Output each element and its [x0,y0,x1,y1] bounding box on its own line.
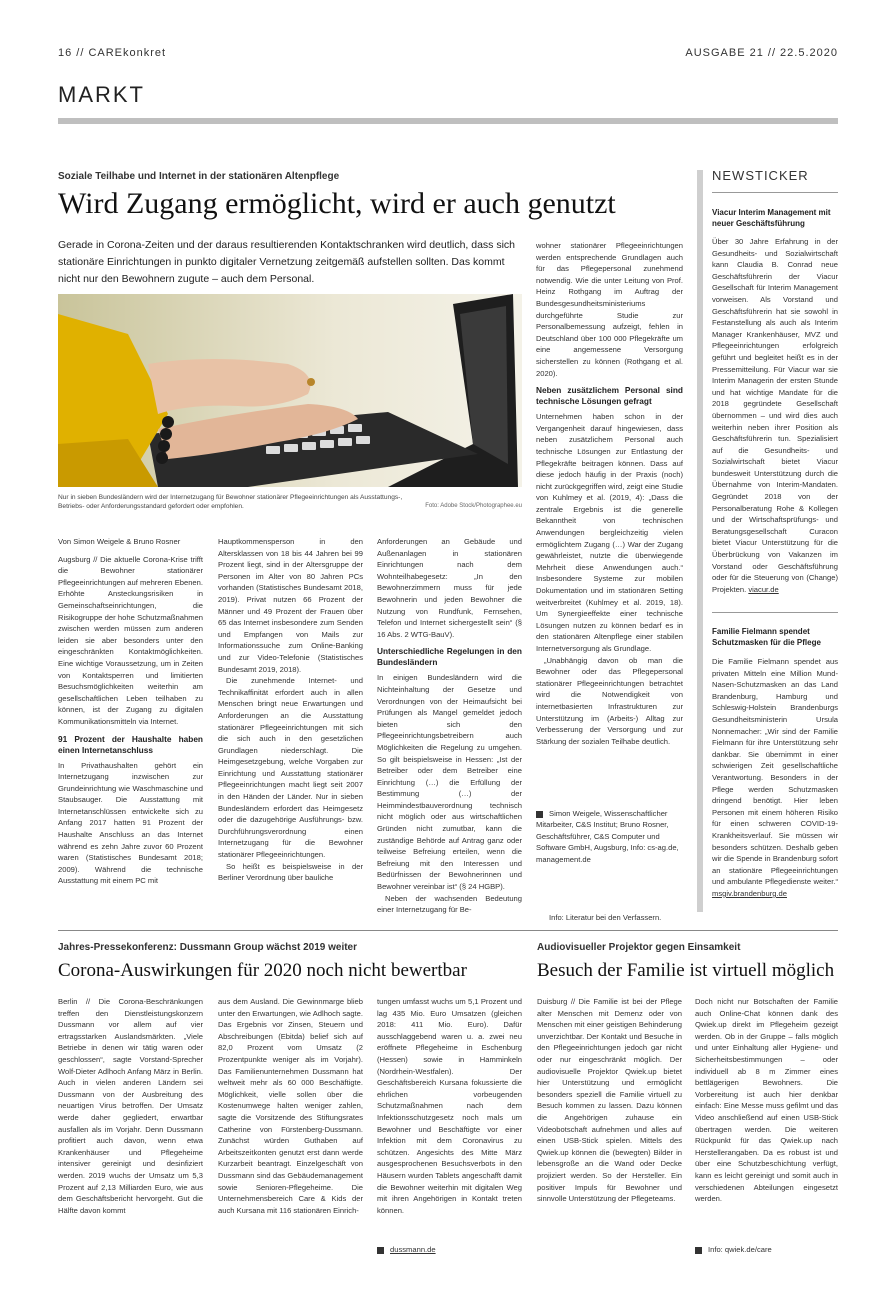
article-photo [58,294,522,487]
paragraph: „Unabhängig davon ob man die Bewohner oder das Pflegepersonal stationärer Pflegeeinrichtungen betrachtet wird die Notwendigkeit von internetbasierten Infrastrukturen zur Unterstützung im (Arbeits-) Alltag zur Verbesserung der Versorgung und zur Stärkung der sozialen Teilhabe deutlich. [536,655,683,746]
author-info [536,808,683,865]
photo-caption: Nur in sieben Bundesländern wird der Internetzugang für Bewohner stationärer Pflegeeinrichtungen als Ausstattungs-, Betriebs- oder Anforderungsstandard gefordert oder empfohlen. [58,494,403,510]
newsticker-bar [697,170,703,912]
issue-date: AUSGABE 21 // 22.5.2020 [685,47,838,59]
paragraph: Anforderungen an Gebäude und Außenanlagen in stationären Einrichtungen nach dem Wohnteilhabegesetz: „In den Bewohnerzimmern muss für jede Bewohnerin und jeden Bewohner die Nutzung von Rundfunk, Fernsehen, Telefon und Internet sichergestellt sein“ (§ 16 Abs. 2 WTG-BauV). [377,537,522,639]
article-column-1: Duisburg // Die Familie ist bei der Pflege alter Menschen mit Demenz oder von Menschen mit einer geistigen Behinderung unverzichtbar. Der Kontakt und Besuche in den Pflegeeinrichtungen jedoch gar nicht oder nur eingeschränkt möglich. Der audiovisuelle Projektor Qwiek.up bietet hier Unterstützung und ermöglicht besonders speziell die Familie virtuell zu Besuch kommen zu lassen. Dazu können die Angehörigen zuhause ein Videobotschaft aufnehmen und alles auf einen USB-Stick spielen. Mittels des Qwiek.up können die (bewegten) Bilder in lebensgroße an die Wand oder Decke projiziert werden. So der Hersteller. Ein positiver Impuls für Bewohner und sinnvolle Unterstützung der Pflegeteams. [537,997,682,1204]
paragraph: In Privathaushalten gehört ein Internetzugang inzwischen zur Grundeinrichtung wie Waschmaschine und Staubsauger. Die Ausstattung mit Internetanschlüssen entwickelte sich zu Anfang 2017 hatten 91 Prozent der Haushalte Anschluss an das Internet während es zehn Jahre zuvor 60 Prozent waren (Statistisches Bundesamt 2018; 2009). Während die technische Ausstattung mit einem PC mit [58,760,203,886]
news-item-heading: Viacur Interim Management mit neuer Geschäftsführung [712,208,831,228]
link-text[interactable]: Info: qwiek.de/care [708,1245,772,1254]
news-item-text: Über 30 Jahre Erfahrung in der Gesundheits- und Sozialwirtschaft kann Claudia B. Conrad neue Geschäftsführerin der Viacur Gesellschaft für Interim Management vorweisen. Als Vorstand und Geschäftsführerin hat sie sowohl in Festanstellung als auch als Interim Manager Krankenhäuser, MVZ und Pflegeeinrichtungen erfolgreich geführt und begleitet heißt es in der Pressemitteilung. Für Viacur war sie Interim Managerin der ersten Stunde und hat wichtige Mandate für die 2018 gegründete Gesellschaft übernommen – und wird dies auch weiterhin neben ihrer Position als Geschäftsführerin tun. Spezialisiert auf die Gesundheits- und Sozialwirtschaft bietet Viacur bundesweit Unterstützung durch die Übernahme von Interim-Mandaten. Gegründet 2018 von der Personalberatung Rohe & Kollegen und der Wirtschaftsprüfungs- und Beratungsgesellschaft Curacon bietet Viacur Unterstützung für die Überbrückung von Vakanzen im Vorstand oder Geschäftsführung oder für die Steuerung von (Change) Projekten. [712,237,838,594]
bullet-square-icon [536,811,543,818]
paragraph: tungen umfasst wuchs um 5,1 Prozent und lag 435 Mio. Euro Umsatzen (gleichen 2018: 411 Mio. Euro). Dafür ausschlaggebend waren u. a. zwei neu eröffnete Pflegeheime in Eschenburg (Hessen) sowie in Hamminkeln (Nordrhein-Westfalen). Der Geschäftsbereich Kursana fokussierte die ehrlichen vorbeugenden Schutzmaßnahmen nach dem Infektionsschutzgesetz noch mals um Bewohner und Beschäftigte vor einer Infektion mit dem Coronavirus zu schützen. Angesichts des Mitte März ausgesprochenen Besuchsverbots in den Häusern wurden Tablets angeschafft damit die Bewohner weiterhin mit digitalen Weg mit ihren Angehörigen in Kontakt treten können. [377,997,522,1215]
article-headline: Corona-Auswirkungen für 2020 noch nicht bewertbar [58,960,467,981]
section-separator [58,930,838,931]
laptop-hands-image [58,294,522,487]
article-kicker: Soziale Teilhabe und Internet in der stationären Altenpflege [58,171,340,182]
article-kicker: Jahres-Pressekonferenz: Dussmann Group wächst 2019 weiter [58,942,358,953]
article-column-2: Doch nicht nur Botschaften der Familie auch Online-Chat können dank des Qwiek.up direkt im Pflegeheim gezeigt werden. Ob in der Gruppe – falls möglich und unter Einhaltung aller Hygiene- und Sicherheitsbestimmungen – oder individuell ab 8 m Zimmer eines bettlägerigen Bewohners. Die Vorbereitung ist auch hier denkbar einfach: Eine Messe muss gefilmt und das Video anschließend auf einen USB-Stick übertragen werden. Die weiteren Rückpunkt für das Qwiek.up nach Herstellerangaben. Da es robust ist und über eine Schutzbeschichtung verfügt, kann es leicht gereinigt und somit auch in verschiedenen Abteilungen eingesetzt werden. [695,997,838,1204]
subheading: Neben zusätzlichem Personal sind technische Lösungen gefragt [536,385,683,407]
byline: Von Simon Weigele & Bruno Rosner [58,537,181,546]
article-headline: Besuch der Familie ist virtuell möglich [537,960,835,981]
photo-credit: Foto: Adobe Stock/Photographee.eu [425,503,522,509]
paragraph: Unternehmen haben schon in der Vergangenheit darauf hingewiesen, dass neben zusätzlichem Personal auch technische Lösungen zur Entlastung der Pflegekräfte beitragen können. Dass auf diese jedoch häufig in der Praxis (noch) nicht zurückgegriffen wird, zeigt eine Studie von Kuhlmey et al. (2019, 4): „Dass die zentrale Ergebnis ist die generelle Bekanntheit von technischen Anwendungen bergleichzeitig vielen ermöglichtem Zugang (…) War der Zugang gewährleistet, nutzte die überwiegende Mehrheit diese Anwendungen auch.“ Insbesondere Systeme zur mobilen Dokumentation und im stationären Setting weitverbreitet (Kuhlmey et al. 2019, 18). Um Synergieeffekte einer technische Lösungen nutzen zu können bedarf es in den stationären Altenpflege einer stabilen Internetversorgung als Grundlage. [536,412,683,653]
paragraph: Die zunehmende Internet- und Technikaffinität erfordert auch in allen Menschen bringt neue Erwartungen und Anforderungen an die Ausstattung stationärer Pflegeeinrichtungen mit sich die sich auch in den gesetzlichen Grundlagen niederschlagt. Die Heimgesetzgebung, welche Vorgaben zur Einrichtung und Ausstattung stationärer Pflegeeinrichtungen macht liegt seit 2007 in den Händen der Länder. Nur in sieben Bundesländern erfordert das Heimgesetz oder die dazugehörige Ausführungs- bzw. Durchführungsverordnung einen Internetzugang für die Bewohner stationärer Pflegeeinrichtungen. [218,676,363,860]
literature-note: Info: Literatur bei den Verfassern. [549,913,662,922]
news-item-heading: Familie Fielmann spendet Schutzmasken für die Pflege [712,627,821,647]
article-kicker: Audiovisueller Projektor gegen Einsamkeit [537,942,741,953]
article-column-3 [377,996,522,1258]
news-item-body [712,656,838,914]
link-text[interactable]: dussmann.de [390,1245,436,1254]
news-item-text: Die Familie Fielmann spendet aus privaten Mitteln eine Million Mund-Nasen-Schutzmasken an das Land Brandenburg, Hamburg und Schleswig-Holstein Brandenburgs Gesundheitsministerin Ursula Nonnemacher: „Wir sind der Familie Fielmann für ihre Unterstützung sehr dankbar. Sie übernimmt in einer schwierigen Zeit gesellschaftliche Verantwortung. Besonders in der Pflege werden Schutzmasken dringend benötigt. Hier leben Personen mit einem höheren Risiko für einen schweren COVID-19-Krankheitsverlauf. Sie müssen wir besonders schützen. Deshalb geben wir die Spende in Brandenburg sofort an stationäre Pflegeeinrichtungen und ambulante Pflegedienste weiter.“ [712,657,838,887]
paragraph: Hauptkommensperson in den Altersklassen von 18 bis 44 Jahren bei 99 Prozent liegt, sind in der Altersgruppe der Personen im Alter von 80 Jahren PCs vorhanden (Statistisches Bundesamt 2018, 2019). Privat nutzen 66 Prozent der Männer und 49 Prozent der Frauen über 65 das Internet insbesondere zum Senden und Empfangen von Mails zur Informationssuche zum Online-Banking und zur Video-Telefonie (Statistisches Bundesamt 2019, 2018). [218,537,363,674]
article-headline: Wird Zugang ermöglicht, wird er auch genutzt [58,187,616,220]
article-lead: Gerade in Corona-Zeiten und der daraus resultierenden Kontaktschranken wird deutlich, dass sich stationäre Einrichtungen in punkto digitaler Vernetzung zeitgemäß aufstellen sollten. Das kommt nicht nur den Bewohnern zugute – auch dem Personal. [58,239,516,285]
article-column-4 [536,240,683,800]
paragraph: In einigen Bundesländern wird die Nichteinhaltung der Gesetze und Verordnungen von der Heimaufsicht bei Prüfungen als Mangel gemeldet jedoch bieten sich den Pflegeeinrichtungsbetreibern auch Möglichkeiten die Regelung zu umgehen. So gilt beispielsweise in Hessen: „Ist der Betreiber oder dem Betreiber eine Einrichtung (…) die Erfüllung der Bestimmung (…) der Heimmindestbauverordnung technisch nicht möglich oder aus wirtschaftlichen Gründen nicht zumutbar, kann die zuständige Behörde auf Antrag ganz oder teilweise Befreiung erteilen, wenn die Befreiung mit den Interessen und Bedürfnissen der Bewohnerinnen und Bewohner vereinbar ist“ (§ 24 HGBP). [377,673,522,892]
article-column-1: Berlin // Die Corona-Beschränkungen treffen den Dienstleistungskonzern Dussmann vor allem auf vier ertragsstarken Auslandsmärkten. „Viele Betriebe in denen wir tätig waren oder geschlossen“, sagte Vorstand-Sprecher Wolf-Dieter Adlhoch Anfang März in Berlin. Auch in vielen anderen Ländern sei Dussmann von der Ausbreitung des neuartigen Virus betroffen. Der Umsatz werde daher gegliedert, erwartbar ausfallen als im Vorjahr. Denn Dussmann profitiert auch davon, wenn etwa Krankenhäuser und Pflegeheime intensiver gereinigt und desinfiziert werden. 2019 wuchs der Umsatz um 5,3 Prozent auf 2,13 Milliarden Euro, wie aus dem Geschäftsbericht hervorgeht. Gut die Hälfte davon kommt [58,997,203,1215]
paragraph: Augsburg // Die aktuelle Corona-Krise trifft die Bewohner stationärer Pflegeeinrichtungen auf mehreren Ebenen. Erhöhte Ansteckungsrisiken in Gemeinschaftseinrichtungen, die Risikogruppe der hohe Schutzmaßnahmen zwischen werden müssen zum anderen leiden sie aber besonders unter den eingeschränkten Kontaktmöglichkeiten. Eine wichtige Voraussetzung, um in Zeiten von Kontaktsperren und limitierten Besuchsmöglichkeiten weiterhin am gesellschaftlichen Leben teilhaben zu können, ist der Zugang zu digitalen Kommunikationsmitteln via Internet. [58,554,203,726]
paragraph: Neben der wachsenden Bedeutung einer Internetzugang für Be- [377,893,522,915]
article-column-2 [218,536,363,926]
article-link[interactable] [377,1244,436,1255]
page-number-publication: 16 // CAREkonkret [58,47,167,59]
news-item-link[interactable]: viacur.de [748,584,779,594]
article-column-1 [58,536,203,926]
newsticker-title: NEWSTICKER [712,168,809,183]
author-info-text: Simon Weigele, Wissenschaftlicher Mitarbeiter, C&S Institut; Bruno Rosner, Geschäftsführer, C&S Computer und Software GmbH, Augsburg, Info: cs-ag.de, management.de [536,809,679,864]
section-divider [58,118,838,124]
article-column-3 [377,536,522,926]
newsticker-divider [712,612,838,613]
news-item-body [712,236,838,596]
bullet-square-icon [377,1247,384,1254]
newsticker-divider [712,192,838,193]
bullet-square-icon [695,1247,702,1254]
paragraph: wohner stationärer Pflegeeinrichtungen werden entsprechende Grundlagen auch für das Pflegepersonal zunehmend notwendig. Wie die unter Leitung von Prof. Heinz Rothgang im Auftrag der Bundesgesundheitsministeriums durchgeführte Studie zur Personalbemessung aufzeigt, fehlen in Deutschland über 100 000 Pflegekräfte um eine angemessene Versorgung sicherstellen zu können (Rothgang et al. 2020). [536,241,683,378]
section-title: MARKT [58,82,145,107]
subheading: 91 Prozent der Haushalte haben einen Internetanschluss [58,733,203,755]
news-item-link[interactable]: msgiv.brandenburg.de [712,888,787,898]
subheading: Unterschiedliche Regelungen in den Bundesländern [377,646,522,668]
article-link[interactable] [695,1244,772,1255]
paragraph: So heißt es beispielsweise in der Berliner Verordnung über bauliche [218,861,363,883]
article-column-2: aus dem Ausland. Die Gewinnmarge blieb unter den Erwartungen, wie Adlhoch sagte. Das Ergebnis vor Zinsen, Steuern und Abschreibungen (Ebitda) belief sich auf 82,0 Prozent vom Umsatz (2 Prozentpunkte weniger als im Vorjahr). Das Familienunternehmen Dussmann hat weltweit mehr als 60 000 Beschäftigte. Möglichkeit, vielle sollen über die Kostenumwege halten weniger zahlen, sagte die Vorsitzende des Stiftungsrates Catherine von Fürstenberg-Dussmann. Zunächst würden Guthaben auf Arbeitszeitkonten genutzt erst dann werde Kurzarbeit beantragt. Einzelgeschäft von Dussmann sind das Gebäudemanagement sowie Senioren-Pflegeheime. Die Unternehmensbereich Care & Kids der auch Kursana mit 116 stationären Einrich- [218,997,363,1215]
